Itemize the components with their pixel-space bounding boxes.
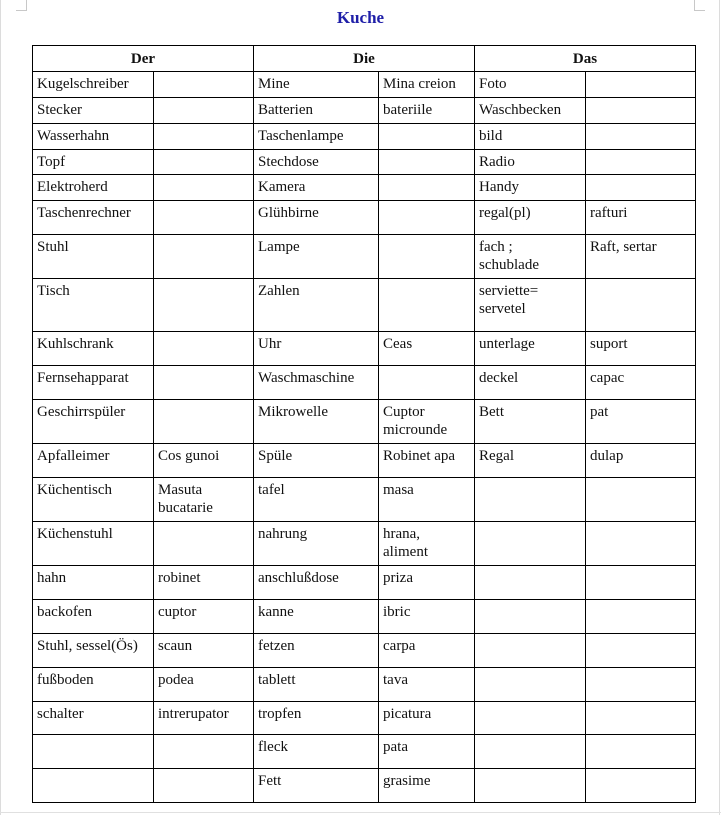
das-noun-cell xyxy=(475,634,586,668)
die-translation-cell: grasime xyxy=(379,769,475,803)
der-noun-cell: fußboden xyxy=(33,668,154,702)
das-translation-cell xyxy=(586,600,696,634)
die-noun-cell: Stechdose xyxy=(254,150,379,175)
table-row xyxy=(33,668,696,702)
die-noun-cell: nahrung xyxy=(254,522,379,566)
page-edge-right xyxy=(719,0,720,815)
das-noun-cell xyxy=(475,522,586,566)
das-translation-cell xyxy=(586,279,696,332)
der-translation-cell: podea xyxy=(154,668,254,702)
der-noun-cell: Elektroherd xyxy=(33,175,154,201)
der-translation-cell xyxy=(154,769,254,803)
vocabulary-table xyxy=(32,45,696,803)
das-translation-cell: pat xyxy=(586,400,696,444)
der-translation-cell xyxy=(154,201,254,235)
der-noun-cell xyxy=(33,769,154,803)
table-row xyxy=(33,634,696,668)
das-noun-cell: regal(pl) xyxy=(475,201,586,235)
der-noun-cell: Stuhl xyxy=(33,235,154,279)
das-translation-cell xyxy=(586,98,696,124)
die-noun-cell: Mikrowelle xyxy=(254,400,379,444)
das-translation-cell xyxy=(586,522,696,566)
die-noun-cell: Lampe xyxy=(254,235,379,279)
die-noun-cell: Batterien xyxy=(254,98,379,124)
das-noun-cell: fach ; schublade xyxy=(475,235,586,279)
der-translation-cell xyxy=(154,235,254,279)
das-translation-cell xyxy=(586,478,696,522)
die-translation-cell: pata xyxy=(379,735,475,769)
der-translation-cell xyxy=(154,366,254,400)
das-noun-cell: Bett xyxy=(475,400,586,444)
das-translation-cell: rafturi xyxy=(586,201,696,235)
der-translation-cell xyxy=(154,400,254,444)
der-noun-cell: hahn xyxy=(33,566,154,600)
der-translation-cell xyxy=(154,735,254,769)
die-noun-cell: Glühbirne xyxy=(254,201,379,235)
table-row xyxy=(33,235,696,279)
die-noun-cell: Fett xyxy=(254,769,379,803)
der-translation-cell: cuptor xyxy=(154,600,254,634)
der-noun-cell: Taschenrechner xyxy=(33,201,154,235)
das-translation-cell xyxy=(586,735,696,769)
table-row xyxy=(33,400,696,444)
der-translation-cell xyxy=(154,332,254,366)
der-translation-cell: Cos gunoi xyxy=(154,444,254,478)
die-noun-cell: tafel xyxy=(254,478,379,522)
der-translation-cell xyxy=(154,98,254,124)
die-translation-cell: Ceas xyxy=(379,332,475,366)
der-noun-cell: Kugelschreiber xyxy=(33,72,154,98)
table-row xyxy=(33,522,696,566)
die-noun-cell: fetzen xyxy=(254,634,379,668)
die-translation-cell: Mina creion xyxy=(379,72,475,98)
der-noun-cell: Apfalleimer xyxy=(33,444,154,478)
der-translation-cell xyxy=(154,72,254,98)
der-translation-cell: intrerupator xyxy=(154,702,254,735)
das-translation-cell: dulap xyxy=(586,444,696,478)
das-noun-cell xyxy=(475,600,586,634)
table-row xyxy=(33,444,696,478)
die-translation-cell: picatura xyxy=(379,702,475,735)
table-row xyxy=(33,279,696,332)
die-noun-cell: Waschmaschine xyxy=(254,366,379,400)
der-translation-cell xyxy=(154,522,254,566)
die-translation-cell xyxy=(379,150,475,175)
die-noun-cell: tablett xyxy=(254,668,379,702)
das-translation-cell xyxy=(586,72,696,98)
das-noun-cell: Waschbecken xyxy=(475,98,586,124)
das-noun-cell xyxy=(475,769,586,803)
die-translation-cell: carpa xyxy=(379,634,475,668)
table-row xyxy=(33,702,696,735)
das-noun-cell: serviette= servetel xyxy=(475,279,586,332)
das-translation-cell: capac xyxy=(586,366,696,400)
die-translation-cell: Robinet apa xyxy=(379,444,475,478)
das-translation-cell: suport xyxy=(586,332,696,366)
das-noun-cell xyxy=(475,478,586,522)
die-noun-cell: Kamera xyxy=(254,175,379,201)
der-noun-cell: Stecker xyxy=(33,98,154,124)
die-noun-cell: Uhr xyxy=(254,332,379,366)
page-bottom-rule xyxy=(0,812,721,813)
das-translation-cell: Raft, sertar xyxy=(586,235,696,279)
table-body xyxy=(33,72,696,803)
das-noun-cell xyxy=(475,735,586,769)
die-translation-cell: Cuptor microunde xyxy=(379,400,475,444)
table-row xyxy=(33,478,696,522)
table-header-row xyxy=(33,46,696,72)
das-translation-cell xyxy=(586,566,696,600)
der-translation-cell: Masuta bucatarie xyxy=(154,478,254,522)
der-translation-cell: robinet xyxy=(154,566,254,600)
die-noun-cell: Taschenlampe xyxy=(254,124,379,150)
header-das: Das xyxy=(475,46,696,72)
der-noun-cell xyxy=(33,735,154,769)
der-translation-cell xyxy=(154,124,254,150)
das-noun-cell: unterlage xyxy=(475,332,586,366)
der-noun-cell: Topf xyxy=(33,150,154,175)
das-noun-cell xyxy=(475,668,586,702)
table-row xyxy=(33,124,696,150)
table-row xyxy=(33,98,696,124)
die-translation-cell: priza xyxy=(379,566,475,600)
die-noun-cell: Zahlen xyxy=(254,279,379,332)
die-noun-cell: anschlußdose xyxy=(254,566,379,600)
die-noun-cell: Spüle xyxy=(254,444,379,478)
die-translation-cell xyxy=(379,235,475,279)
table-row xyxy=(33,769,696,803)
das-noun-cell xyxy=(475,702,586,735)
das-noun-cell: deckel xyxy=(475,366,586,400)
die-translation-cell xyxy=(379,201,475,235)
header-der: Der xyxy=(33,46,254,72)
der-noun-cell: Küchentisch xyxy=(33,478,154,522)
der-translation-cell: scaun xyxy=(154,634,254,668)
table-row xyxy=(33,735,696,769)
der-noun-cell: Kuhlschrank xyxy=(33,332,154,366)
das-noun-cell xyxy=(475,566,586,600)
table-row xyxy=(33,72,696,98)
der-noun-cell: Stuhl, sessel(Ös) xyxy=(33,634,154,668)
der-noun-cell: Wasserhahn xyxy=(33,124,154,150)
table-row xyxy=(33,332,696,366)
die-noun-cell: fleck xyxy=(254,735,379,769)
der-noun-cell: Küchenstuhl xyxy=(33,522,154,566)
das-noun-cell: Radio xyxy=(475,150,586,175)
die-noun-cell: tropfen xyxy=(254,702,379,735)
table-row xyxy=(33,366,696,400)
header-die: Die xyxy=(254,46,475,72)
die-noun-cell: Mine xyxy=(254,72,379,98)
der-noun-cell: Geschirrspüler xyxy=(33,400,154,444)
table-row xyxy=(33,150,696,175)
die-translation-cell xyxy=(379,175,475,201)
die-translation-cell: bateriile xyxy=(379,98,475,124)
das-translation-cell xyxy=(586,668,696,702)
die-translation-cell xyxy=(379,366,475,400)
das-noun-cell: bild xyxy=(475,124,586,150)
das-noun-cell: Regal xyxy=(475,444,586,478)
table-row xyxy=(33,566,696,600)
der-noun-cell: schalter xyxy=(33,702,154,735)
der-noun-cell: Fernsehapparat xyxy=(33,366,154,400)
der-noun-cell: Tisch xyxy=(33,279,154,332)
page-edge-left xyxy=(0,0,1,815)
das-translation-cell xyxy=(586,124,696,150)
das-translation-cell xyxy=(586,150,696,175)
das-noun-cell: Handy xyxy=(475,175,586,201)
der-translation-cell xyxy=(154,175,254,201)
das-translation-cell xyxy=(586,634,696,668)
der-translation-cell xyxy=(154,150,254,175)
die-translation-cell: masa xyxy=(379,478,475,522)
die-translation-cell: tava xyxy=(379,668,475,702)
die-translation-cell: ibric xyxy=(379,600,475,634)
die-translation-cell xyxy=(379,279,475,332)
document-title: Kuche xyxy=(336,8,385,27)
table-row xyxy=(33,175,696,201)
die-translation-cell: hrana, aliment xyxy=(379,522,475,566)
der-noun-cell: backofen xyxy=(33,600,154,634)
die-noun-cell: kanne xyxy=(254,600,379,634)
das-translation-cell xyxy=(586,702,696,735)
table-row xyxy=(33,600,696,634)
die-translation-cell xyxy=(379,124,475,150)
das-translation-cell xyxy=(586,175,696,201)
der-translation-cell xyxy=(154,279,254,332)
table-row xyxy=(33,201,696,235)
das-noun-cell: Foto xyxy=(475,72,586,98)
das-translation-cell xyxy=(586,769,696,803)
